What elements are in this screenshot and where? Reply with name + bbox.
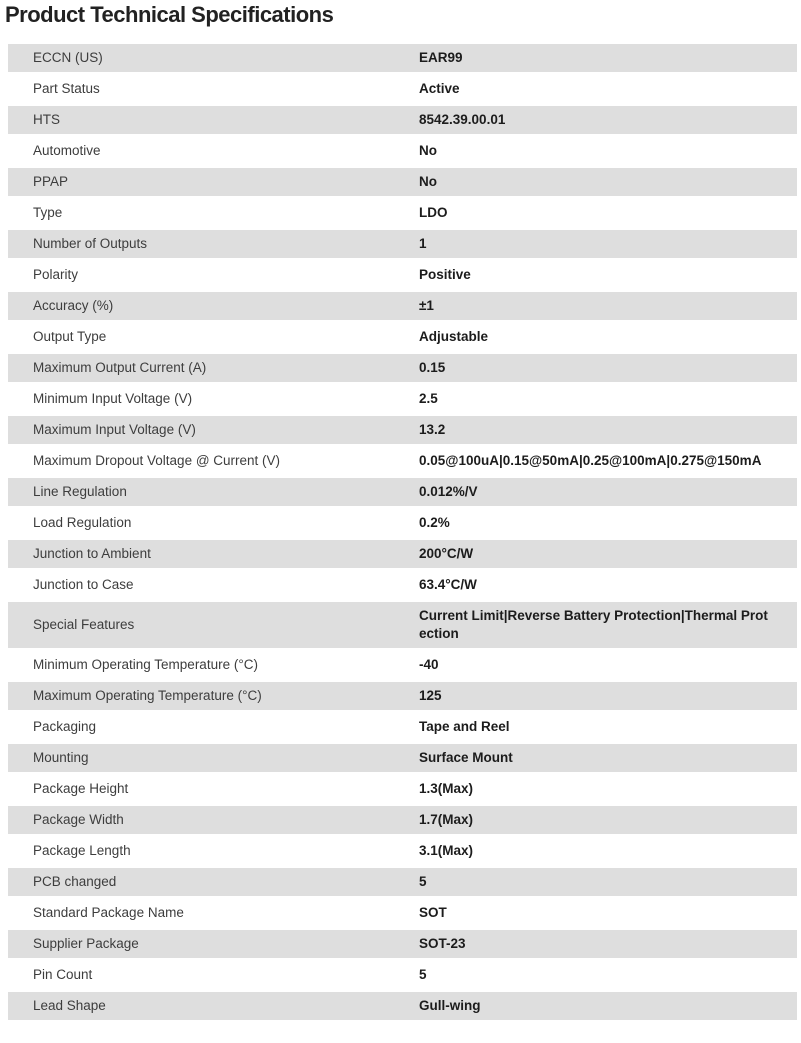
spec-row (8, 868, 797, 899)
spec-row (8, 837, 797, 868)
spec-row-label: Output Type (33, 329, 107, 344)
spec-row (8, 775, 797, 806)
spec-row-value: Tape and Reel (419, 719, 510, 734)
spec-row-value: 200°C/W (419, 546, 474, 561)
spec-row (8, 571, 797, 602)
spec-row-value: SOT-23 (419, 936, 466, 951)
spec-row-label: Minimum Operating Temperature (°C) (33, 657, 258, 672)
spec-row (8, 230, 797, 261)
spec-row-label: Maximum Operating Temperature (°C) (33, 688, 262, 703)
spec-row-value: 0.012%/V (419, 484, 478, 499)
spec-row-label: Packaging (33, 719, 97, 734)
spec-row-value: Gull-wing (419, 998, 481, 1013)
spec-row (8, 992, 797, 1023)
spec-row-label: Standard Package Name (33, 905, 184, 920)
spec-row-value: 2.5 (419, 391, 438, 406)
spec-row (8, 106, 797, 137)
spec-row (8, 416, 797, 447)
spec-row (8, 199, 797, 230)
spec-row-value: 0.05@100uA|0.15@50mA|0.25@100mA|0.275@150mA (419, 453, 762, 468)
spec-row-value: 125 (419, 688, 442, 703)
spec-row-label: Polarity (33, 267, 79, 282)
spec-row-label: Maximum Dropout Voltage @ Current (V) (33, 453, 281, 468)
spec-row (8, 899, 797, 930)
spec-row-value: No (419, 174, 437, 189)
spec-row (8, 651, 797, 682)
spec-row-label: Maximum Output Current (A) (33, 360, 207, 375)
spec-row (8, 961, 797, 992)
spec-row-value: SOT (419, 905, 447, 920)
spec-row (8, 806, 797, 837)
spec-row (8, 509, 797, 540)
spec-row-label: HTS (33, 112, 60, 127)
spec-row (8, 744, 797, 775)
spec-row (8, 137, 797, 168)
spec-row-label: Pin Count (33, 967, 93, 982)
spec-row-label: Type (33, 205, 63, 220)
spec-row-value: 3.1(Max) (419, 843, 474, 858)
spec-row (8, 354, 797, 385)
spec-row-label: Junction to Ambient (33, 546, 151, 561)
spec-row-value: 1 (419, 236, 427, 251)
spec-row-value: 13.2 (419, 422, 446, 437)
spec-row-label: Lead Shape (33, 998, 106, 1013)
spec-row-label: Package Width (33, 812, 124, 827)
spec-row (8, 261, 797, 292)
spec-row-value: 63.4°C/W (419, 577, 477, 592)
spec-row-value: Active (419, 81, 460, 96)
spec-row-value: Adjustable (419, 329, 489, 344)
spec-row-value: ±1 (419, 298, 434, 313)
spec-row (8, 75, 797, 106)
spec-row-label: Accuracy (%) (33, 298, 114, 313)
spec-row (8, 713, 797, 744)
spec-row-label: ECCN (US) (33, 50, 103, 65)
spec-row-value: 5 (419, 967, 427, 982)
spec-row-value: Surface Mount (419, 750, 513, 765)
spec-row (8, 540, 797, 571)
spec-row (8, 323, 797, 354)
spec-row-value: 1.3(Max) (419, 781, 474, 796)
spec-row (8, 292, 797, 323)
spec-row-value: LDO (419, 205, 448, 220)
spec-table (8, 44, 797, 1023)
spec-row-value: Positive (419, 267, 471, 282)
spec-row-label: Line Regulation (33, 484, 127, 499)
spec-row-value: No (419, 143, 437, 158)
spec-row-label: Number of Outputs (33, 236, 148, 251)
page-title: Product Technical Specifications (5, 2, 334, 27)
spec-row-label: Package Length (33, 843, 131, 858)
spec-row-label: PPAP (33, 174, 69, 189)
spec-row-value: 5 (419, 874, 427, 889)
spec-row-label: Load Regulation (33, 515, 132, 530)
spec-row-value: -40 (419, 657, 439, 672)
spec-row-label: Minimum Input Voltage (V) (33, 391, 193, 406)
spec-row (8, 682, 797, 713)
spec-row (8, 447, 797, 478)
spec-row-label: Special Features (33, 617, 135, 632)
spec-row-value: 0.15 (419, 360, 446, 375)
spec-row-label: Maximum Input Voltage (V) (33, 422, 196, 437)
spec-row (8, 168, 797, 199)
spec-row-value: 0.2% (419, 515, 450, 530)
spec-row-value: 8542.39.00.01 (419, 112, 506, 127)
spec-row-value: 1.7(Max) (419, 812, 474, 827)
spec-row (8, 44, 797, 75)
spec-row-value: Current Limit|Reverse Battery Protection|Thermal Protection (419, 608, 768, 641)
spec-row-label: Mounting (33, 750, 89, 765)
product-specs-section (0, 2, 801, 1023)
spec-row-label: PCB changed (33, 874, 117, 889)
spec-row-label: Supplier Package (33, 936, 139, 951)
spec-row (8, 385, 797, 416)
spec-row (8, 478, 797, 509)
spec-row (8, 930, 797, 961)
spec-row-label: Package Height (33, 781, 129, 796)
spec-row-label: Part Status (33, 81, 100, 96)
spec-row-value: EAR99 (419, 50, 463, 65)
spec-row-label: Automotive (33, 143, 101, 158)
spec-row (8, 602, 797, 651)
spec-row-label: Junction to Case (33, 577, 134, 592)
